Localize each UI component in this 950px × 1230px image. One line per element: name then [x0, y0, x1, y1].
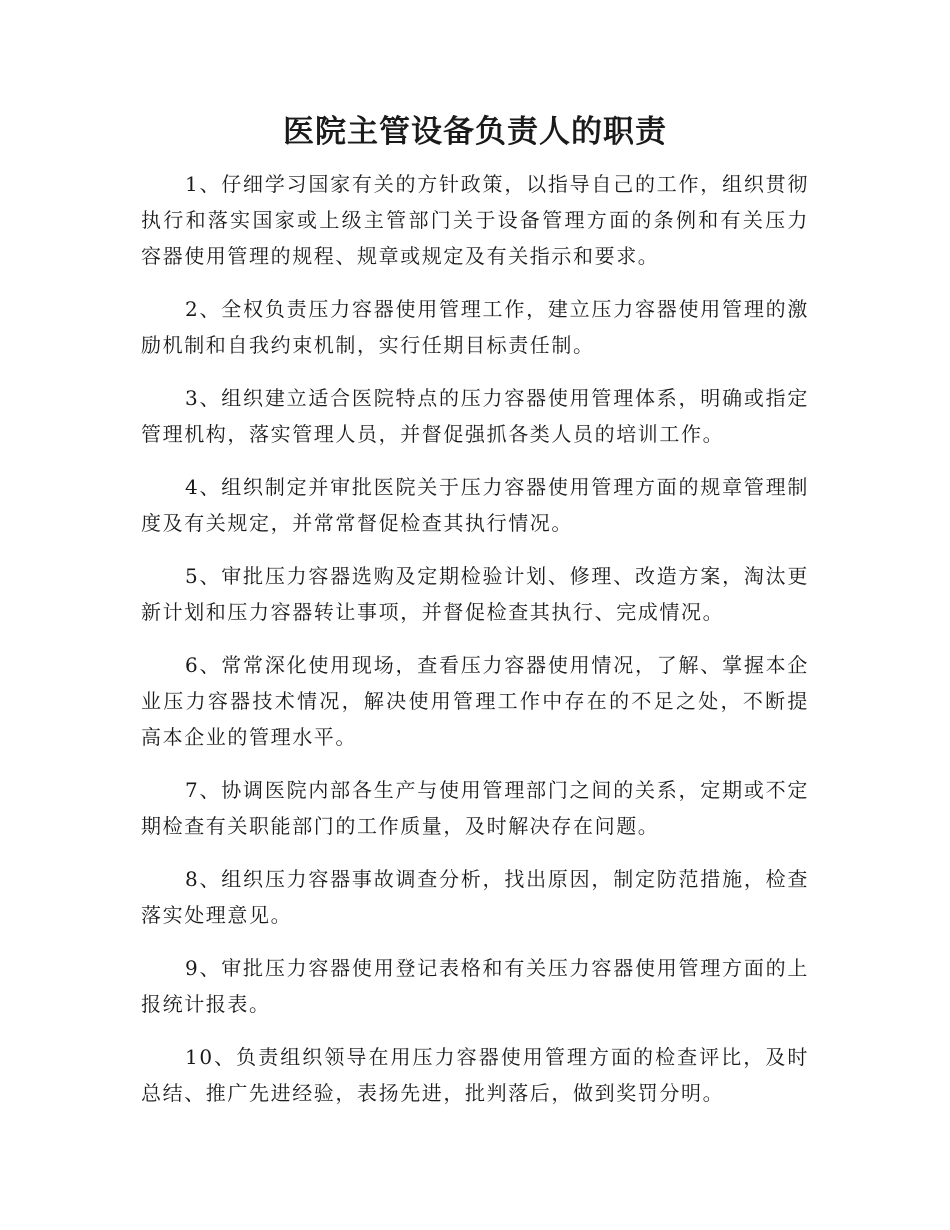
document-title: 医院主管设备负责人的职责: [283, 114, 667, 150]
paragraph-10: 10、负责组织领导在用压力容器使用管理方面的检查评比，及时总结、推广先进经验，表扬先进，批判落后，做到奖罚分明。: [141, 1045, 809, 1105]
paragraph-2: 2、全权负责压力容器使用管理工作，建立压力容器使用管理的激励机制和自我约束机制，实行任期目标责任制。: [141, 297, 809, 357]
paragraph-5: 5、审批压力容器选购及定期检验计划、修理、改造方案，淘汰更新计划和压力容器转让事项，并督促检查其执行、完成情况。: [141, 564, 809, 624]
paragraph-6: 6、常常深化使用现场，查看压力容器使用情况，了解、掌握本企业压力容器技术情况，解决使用管理工作中存在的不足之处，不断提高本企业的管理水平。: [141, 653, 809, 749]
paragraph-9: 9、审批压力容器使用登记表格和有关压力容器使用管理方面的上报统计报表。: [141, 956, 809, 1016]
paragraph-8: 8、组织压力容器事故调查分析，找出原因，制定防范措施，检查落实处理意见。: [141, 867, 809, 927]
paragraph-3: 3、组织建立适合医院特点的压力容器使用管理体系，明确或指定管理机构，落实管理人员，并督促强抓各类人员的培训工作。: [141, 386, 809, 446]
paragraph-4: 4、组织制定并审批医院关于压力容器使用管理方面的规章管理制度及有关规定，并常常督促检查其执行情况。: [141, 475, 809, 535]
document-body: [141, 166, 809, 1128]
paragraph-1: 1、仔细学习国家有关的方针政策，以指导自己的工作，组织贯彻执行和落实国家或上级主管部门关于设备管理方面的条例和有关压力容器使用管理的规程、规章或规定及有关指示和要求。: [141, 172, 809, 268]
paragraph-7: 7、协调医院内部各生产与使用管理部门之间的关系，定期或不定期检查有关职能部门的工作质量，及时解决存在问题。: [141, 778, 809, 838]
